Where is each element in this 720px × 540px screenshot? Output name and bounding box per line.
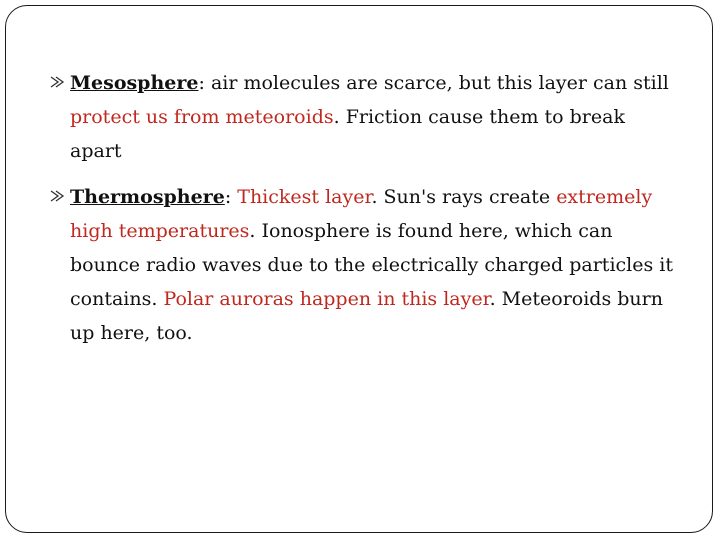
body-text: . Ionosphere is found here, which can bounce radio waves due to the electrically charged particles it contains. <box>70 220 673 310</box>
body-text: . Meteoroids burn up here, too. <box>70 288 663 344</box>
bullet-thermosphere <box>50 180 680 350</box>
highlight-text: Polar auroras happen in this layer <box>163 288 490 310</box>
highlight-text: extremely high temperatures <box>70 186 653 242</box>
term-mesosphere: Mesosphere <box>70 72 199 94</box>
bullet-mesosphere <box>50 66 680 168</box>
highlight-text: Thickest layer <box>237 186 372 208</box>
term-thermosphere: Thermosphere <box>70 186 225 208</box>
term-separator: : <box>198 72 211 94</box>
arrow-bullet-icon <box>50 180 74 214</box>
slide-content <box>50 66 680 362</box>
body-text: . Sun's rays create <box>371 186 557 208</box>
slide-frame <box>5 5 713 533</box>
term-separator: : <box>224 186 238 208</box>
highlight-text: protect us from meteoroids <box>70 106 334 128</box>
arrow-bullet-icon <box>50 66 74 100</box>
body-text: air molecules are scarce, but this layer can still <box>210 72 669 94</box>
body-text: . Friction cause them to break apart <box>70 106 625 162</box>
